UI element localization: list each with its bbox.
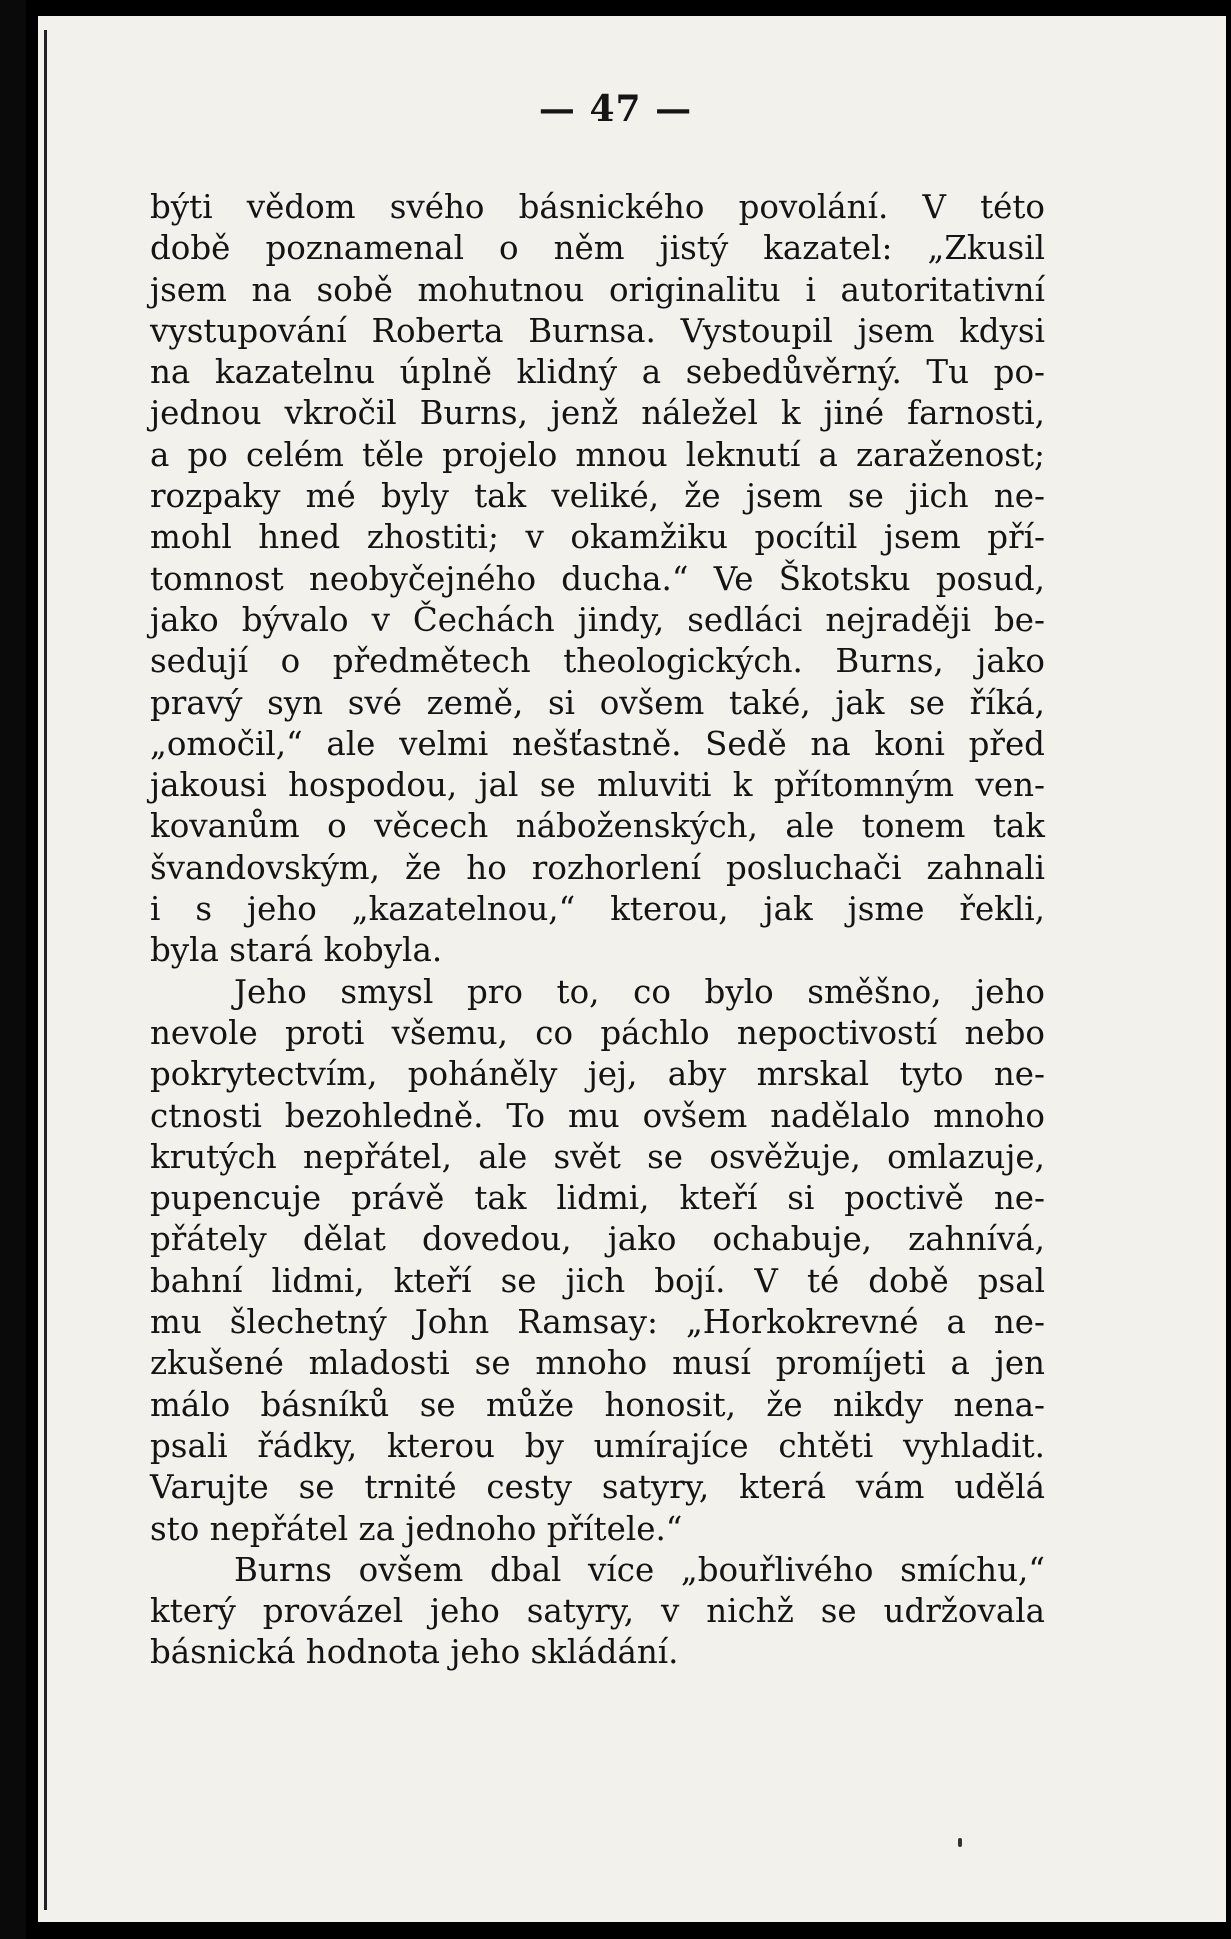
text-line: přátely dělat dovedou, jako ochabuje, zahnívá, — [150, 1220, 1045, 1259]
text-line: jednou vkročil Burns, jenž náležel k jiné farnosti, — [150, 394, 1045, 433]
text-line: na kazatelnu úplně klidný a sebedůvěrný. Tu po- — [150, 353, 1045, 392]
text-line: krutých nepřátel, ale svět se osvěžuje, omlazuje, — [150, 1137, 1045, 1176]
text-line: sedují o předmětech theologických. Burns, jako — [150, 642, 1045, 681]
text-line: málo básníků se může honosit, že nikdy nena- — [150, 1385, 1045, 1424]
text-line: bahní lidmi, kteří se jich bojí. V té době psal — [150, 1261, 1045, 1300]
text-line: jakousi hospodou, jal se mluviti k přítomným ven- — [150, 766, 1045, 805]
page-gutter — [0, 0, 26, 1939]
body-text — [150, 187, 1045, 1674]
text-line: i s jeho „kazatelnou,“ kterou, jak jsme řekli, — [150, 890, 1045, 929]
page-number: — 47 — — [538, 88, 693, 130]
text-line: švandovským, že ho rozhorlení posluchači zahnali — [150, 848, 1045, 887]
text-line: „omočil,“ ale velmi nešťastně. Sedě na koni před — [150, 724, 1045, 763]
text-line: Varujte se trnité cesty satyry, která vám udělá — [150, 1468, 1045, 1507]
text-line: tomnost neobyčejného ducha.“ Ve Škotsku posud, — [150, 559, 1045, 598]
text-line: kovanům o věcech náboženských, ale tonem tak — [150, 807, 1045, 846]
text-line: Jeho smysl pro to, co bylo směšno, jeho — [234, 972, 1045, 1011]
text-line: rozpaky mé byly tak veliké, že jsem se jich ne- — [150, 477, 1045, 516]
text-line: ctnosti bezohledně. To mu ovšem nadělalo mnoho — [150, 1096, 1045, 1135]
ink-speck — [958, 1838, 962, 1847]
text-line: a po celém těle projelo mnou leknutí a zaraženost; — [150, 435, 1045, 474]
text-line: jsem na sobě mohutnou originalitu i autoritativní — [150, 270, 1045, 309]
text-line: vystupování Roberta Burnsa. Vystoupil jsem kdysi — [150, 311, 1045, 350]
text-line: pravý syn své země, si ovšem také, jak se říká, — [150, 683, 1045, 722]
text-line: zkušené mladosti se mnoho musí promíjeti a jen — [150, 1344, 1045, 1383]
text-line: byla stará kobyla. — [150, 931, 443, 970]
text-line: býti vědom svého básnického povolání. V této — [150, 188, 1045, 226]
text-line: Burns ovšem dbal více „bouřlivého smíchu,“ — [234, 1550, 1045, 1589]
text-line: sto nepřátel za jednoho přítele.“ — [150, 1509, 683, 1548]
text-line: nevole proti všemu, co páchlo nepoctivostí nebo — [150, 1013, 1045, 1052]
text-line: pokrytectvím, poháněly jej, aby mrskal tyto ne- — [150, 1055, 1045, 1094]
text-line: který provázel jeho satyry, v nichž se udržovala — [150, 1592, 1045, 1631]
binding-edge — [44, 30, 47, 1910]
text-line: básnická hodnota jeho skládání. — [150, 1633, 679, 1672]
text-line: psali řádky, kterou by umírajíce chtěti vyhladit. — [150, 1426, 1045, 1465]
text-line: mohl hned zhostiti; v okamžiku pocítil jsem pří- — [150, 518, 1045, 557]
text-line: mu šlechetný John Ramsay: „Horkokrevné a ne- — [150, 1303, 1045, 1342]
text-line: době poznamenal o něm jistý kazatel: „Zkusil — [150, 229, 1045, 268]
text-line: jako bývalo v Čechách jindy, sedláci nejraději be- — [150, 600, 1045, 639]
text-line: pupencuje právě tak lidmi, kteří si poctivě ne- — [150, 1179, 1045, 1218]
